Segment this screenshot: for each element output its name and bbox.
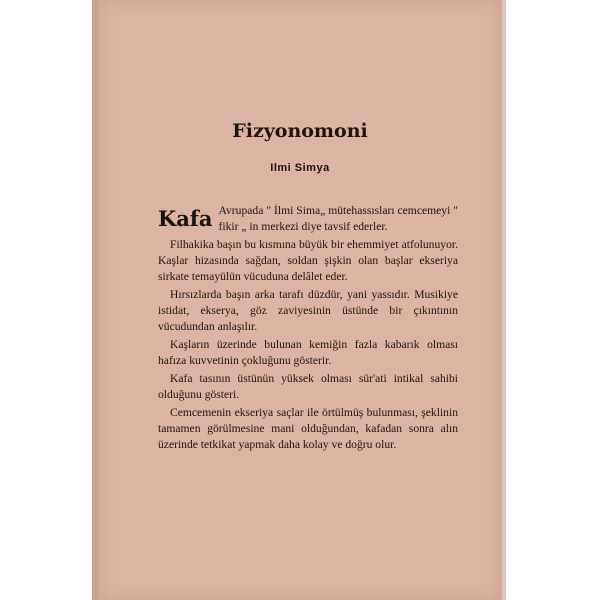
paragraph-1 (158, 203, 458, 235)
paragraph-5: Kafa tasının üstünün yüksek olması sür'ati intikal sahibi olduğunu gösteri. (158, 372, 458, 401)
body-text (158, 203, 458, 455)
lead-word: Kafa (158, 206, 213, 231)
page-title: Fizyonomoni (232, 120, 368, 142)
scan-edge-right (502, 0, 506, 600)
book-page (98, 0, 502, 600)
page-subtitle: Ilmi Simya (270, 162, 330, 174)
paragraph-3: Hırsızlarda başın arka tarafı düzdür, yani yassıdır. Musikiye istidat, ekserya, göz zaviyesinin üstünde bir çıkıntının vücudundan anlaşılır. (158, 288, 458, 333)
paragraph-2: Filhakika başın bu kısmına büyük bir ehemmiyet atfolunuyor. Kaşlar hizasında sağdan, soldan şişkin olan başlar ekseriya sirkate temayülün vücuduna delâlet eder. (158, 238, 458, 283)
paragraph-1-text: Avrupada " İlmi Sima„ mütehassısları cemcemeyi " fikir „ in merkezi diye tavsif ederler. (218, 204, 458, 233)
paragraph-4: Kaşların üzerinde bulunan kemiğin fazla kabarık olması hafıza kuvvetinin çokluğunu gösterir. (158, 338, 458, 367)
paragraph-6: Cemcemenin ekseriya saçlar ile örtülmüş bulunması, şeklinin tamamen görülmesine mani olduğundan, kafadan sonra alın üzerinde tetkikat yapmak daha kolay ve doğru olur. (158, 406, 458, 451)
